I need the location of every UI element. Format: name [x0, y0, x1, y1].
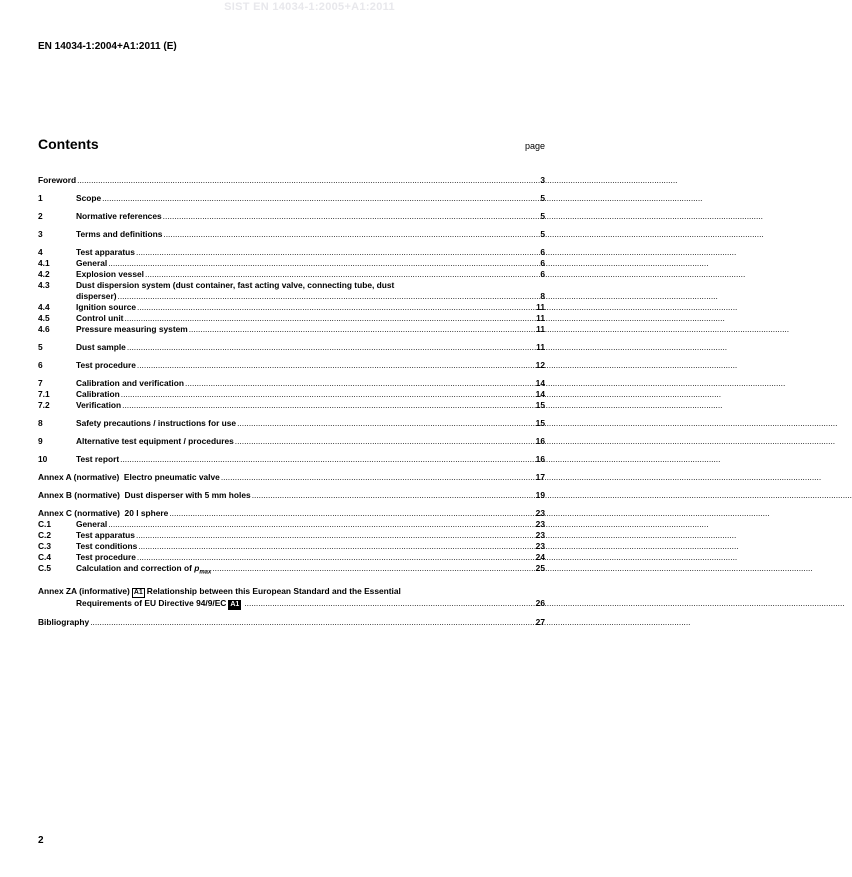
amendment-end-mark: A1: [230, 600, 240, 608]
toc-number: 4.1: [38, 258, 50, 268]
toc-entry-1[interactable]: [38, 193, 545, 204]
toc-label: Annex A (normative) Electro pneumatic valve: [38, 472, 220, 482]
toc-number: C.2: [38, 530, 52, 540]
contents-title: Contents: [38, 136, 99, 152]
toc-number: 1: [38, 193, 43, 203]
toc-number: 8: [38, 418, 43, 428]
page-column-label: page: [524, 141, 545, 151]
toc-entry-4-2[interactable]: [38, 269, 545, 280]
toc-label-variable: p: [194, 563, 200, 573]
toc-label: Annex C (normative) 20 l sphere: [38, 508, 169, 518]
toc-entry-4-5[interactable]: [38, 313, 545, 324]
toc-page: 16: [535, 436, 545, 446]
toc-page: 23: [535, 530, 545, 540]
toc-page: 24: [535, 552, 545, 562]
toc-number: C.1: [38, 519, 52, 529]
toc-number: 2: [38, 211, 43, 221]
toc-label-continued: disperser): [76, 291, 117, 301]
toc-number: 6: [38, 360, 43, 370]
toc-page: 27: [535, 616, 545, 627]
toc-entry-10[interactable]: [38, 454, 545, 465]
toc-label: Calibration: [76, 389, 120, 399]
toc-page: 23: [535, 508, 545, 518]
toc-page: 15: [535, 400, 545, 410]
toc-label: Test report: [76, 454, 120, 464]
toc-label: Annex B (normative) Dust disperser with 5 mm holes: [38, 490, 251, 500]
toc-page: 8: [540, 291, 545, 301]
toc-entry-c-3[interactable]: [38, 541, 545, 552]
toc-label-subscript: max: [199, 569, 212, 576]
toc-entry-c-2[interactable]: [38, 530, 545, 541]
toc-page: 5: [540, 211, 545, 221]
toc-label: Dust dispersion system (dust container, fast acting valve, connecting tube, dust: [76, 280, 395, 290]
toc-entry-4-3[interactable]: [38, 280, 545, 302]
toc-number: 10: [38, 454, 48, 464]
toc-entry-c-1[interactable]: [38, 519, 545, 530]
toc-label: Normative references: [76, 211, 162, 221]
toc-entry-4-1[interactable]: [38, 258, 545, 269]
toc-label: Calibration and verification: [76, 378, 184, 388]
toc-label: Foreword: [38, 175, 77, 185]
toc-page: 11: [536, 324, 545, 334]
toc-entry-foreword[interactable]: [38, 175, 545, 186]
toc-entry-4-6[interactable]: [38, 324, 545, 335]
toc-number: 4.5: [38, 313, 50, 323]
toc-entry-7[interactable]: [38, 378, 545, 389]
toc-entry-2[interactable]: [38, 211, 545, 222]
watermark: SIST EN 14034-1:2005+A1:2011: [224, 1, 395, 13]
toc-entry-7-1[interactable]: [38, 389, 545, 400]
toc-number: C.3: [38, 541, 52, 551]
toc-label-continued: Requirements of EU Directive 94/9/EC: [76, 597, 227, 608]
toc-page: 12: [535, 360, 545, 370]
toc-page: 25: [535, 563, 545, 573]
toc-page: 23: [535, 519, 545, 529]
toc-entry-7-2[interactable]: [38, 400, 545, 411]
toc-entry-annex-b[interactable]: [38, 490, 545, 501]
toc-entry-5[interactable]: [38, 342, 545, 353]
toc-page: 23: [535, 541, 545, 551]
toc-entry-8[interactable]: [38, 418, 545, 429]
toc-label: Annex ZA (informative): [38, 585, 130, 596]
toc-page: 6: [540, 258, 545, 268]
toc-label: Test apparatus: [76, 530, 135, 540]
toc-number: 7: [38, 378, 43, 388]
toc-label: Test apparatus: [76, 247, 135, 257]
toc-label: Safety precautions / instructions for use: [76, 418, 237, 428]
toc-number: 9: [38, 436, 43, 446]
toc-page: 11: [536, 313, 545, 323]
toc-page: 17: [535, 472, 545, 482]
toc-page: 11: [536, 302, 545, 312]
toc-entry-c-5[interactable]: [38, 563, 545, 579]
toc-label: Explosion vessel: [76, 269, 144, 279]
document-id-header: EN 14034-1:2004+A1:2011 (E): [38, 41, 177, 52]
toc-entry-c-4[interactable]: [38, 552, 545, 563]
toc-number: 4.6: [38, 324, 50, 334]
toc-page: 6: [540, 247, 545, 257]
toc-entry-4-4[interactable]: [38, 302, 545, 313]
toc-label: Dust sample: [76, 342, 126, 352]
toc-page: 11: [536, 342, 545, 352]
toc-page: 15: [535, 418, 545, 428]
toc-label: Verification: [76, 400, 122, 410]
toc-entry-annex-c[interactable]: [38, 508, 545, 519]
toc-label-rest: Relationship between this European Standard and the Essential: [146, 585, 401, 596]
toc-number: 7.1: [38, 389, 50, 399]
page-number: 2: [38, 835, 44, 846]
toc-entry-annex-a[interactable]: [38, 472, 545, 483]
toc-number: 4.4: [38, 302, 50, 312]
toc-label: Control unit: [76, 313, 124, 323]
toc-label: Test conditions: [76, 541, 138, 551]
toc-page: 14: [535, 378, 545, 388]
toc-label: Alternative test equipment / procedures: [76, 436, 234, 446]
toc-number: 3: [38, 229, 43, 239]
toc-number: 4.2: [38, 269, 50, 279]
toc-number: 7.2: [38, 400, 50, 410]
toc-label: General: [76, 519, 108, 529]
toc-label: Terms and definitions: [76, 229, 163, 239]
toc-number: 4: [38, 247, 43, 257]
toc-number: 4.3: [38, 280, 50, 290]
toc-label: Scope: [76, 193, 102, 203]
toc-page: 5: [540, 229, 545, 239]
toc-page: 3: [540, 175, 545, 185]
toc-label: Bibliography: [38, 616, 90, 627]
toc-page: 5: [540, 193, 545, 203]
amendment-start-mark: A1: [133, 588, 143, 596]
toc-page: 26: [535, 597, 545, 608]
table-of-contents: [38, 175, 545, 628]
toc-page: 14: [535, 389, 545, 399]
toc-label: Calculation and correction of: [76, 563, 195, 573]
toc-entry-bibliography[interactable]: [38, 617, 545, 628]
toc-label: Pressure measuring system: [76, 324, 188, 334]
toc-entry-9[interactable]: [38, 436, 545, 447]
toc-label: Ignition source: [76, 302, 137, 312]
toc-entry-3[interactable]: [38, 229, 545, 240]
toc-number: 5: [38, 342, 43, 352]
toc-number: C.5: [38, 563, 52, 573]
toc-page: 16: [535, 454, 545, 464]
toc-label-group: [76, 563, 211, 579]
toc-number: C.4: [38, 552, 52, 562]
toc-label: Test procedure: [76, 360, 136, 370]
toc-label: Test procedure: [76, 552, 136, 562]
toc-entry-6[interactable]: [38, 360, 545, 371]
toc-entry-annex-za[interactable]: [38, 586, 545, 610]
toc-page: 6: [540, 269, 545, 279]
toc-label: General: [76, 258, 108, 268]
toc-entry-4[interactable]: [38, 247, 545, 258]
toc-page: 19: [535, 490, 545, 500]
